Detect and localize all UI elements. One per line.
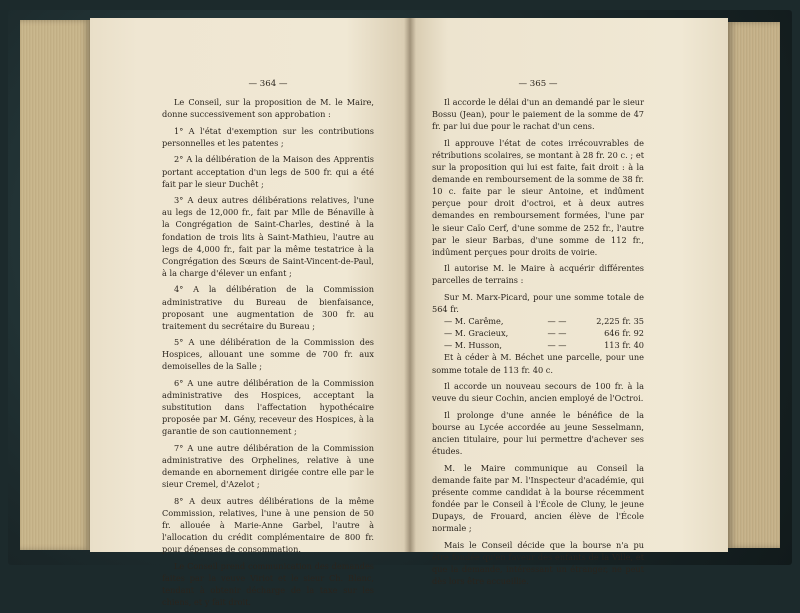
list-item-dash: — — bbox=[547, 316, 567, 327]
paragraph: 3° A deux autres délibérations relatives, l'une au legs de 12,000 fr., fait par Mlle de Bénaville à la Congrégation de Saint-Charles, destiné à la fondation de trois lits à Saint-Mathieu, l'autre au legs de 4,000 fr., fait par la même testatrice à la Congrégation des Sœurs de Saint-Vincent-de-Paul, à la charge d'élever un enfant ; bbox=[162, 195, 374, 278]
open-book bbox=[20, 14, 780, 608]
list-item bbox=[432, 315, 644, 327]
list-item bbox=[432, 327, 644, 339]
left-page-number: — 364 — bbox=[248, 79, 288, 89]
right-page-text bbox=[432, 78, 644, 592]
paragraph: 8° A deux autres délibérations de la même Commission, relatives, l'une à une pension de 50 fr. allouée à Marie-Anne Garbel, l'autre à l'allocation du crédit complémentaire de 800 fr. pour dépenses de consommation. bbox=[162, 495, 374, 555]
right-page bbox=[410, 18, 728, 587]
paragraph: 4° A la délibération de la Commission administrative du Bureau de bienfaisance, proposant une augmentation de 300 fr. au traitement du secrétaire du Bureau ; bbox=[162, 284, 374, 331]
list-item-name: — M. Husson, bbox=[444, 340, 503, 351]
list-item-dash: — — bbox=[547, 340, 567, 351]
paragraph: 7° A une autre délibération de la Commission administrative des Orphelines, relative à une demande en abornement dirigée contre elle par le sieur Cremel, d'Azelot ; bbox=[162, 443, 374, 490]
right-page-number: — 365 — bbox=[518, 79, 558, 89]
paragraph: 6° A une autre délibération de la Commission administrative des Hospices, acceptant la substitution dans l'affectation hypothécaire proposée par M. Gény, receveur des Hospices, à la garantie de son cautionnement ; bbox=[162, 378, 374, 437]
paragraph: Le Conseil, sur la proposition de M. le Maire, donne successivement son approbation : bbox=[162, 97, 374, 120]
list-item-name: — M. Gracieux, bbox=[444, 328, 509, 339]
page-edges-left bbox=[20, 20, 90, 550]
paragraph: Il autorise M. le Maire à acquérir différentes parcelles de terrains : bbox=[432, 263, 644, 286]
paragraph: 1° A l'état d'exemption sur les contributions personnelles et les patentes ; bbox=[162, 125, 374, 148]
list-item bbox=[432, 339, 644, 351]
left-page bbox=[90, 18, 410, 608]
book-gutter bbox=[404, 18, 416, 552]
paragraph: 2° A la délibération de la Maison des Apprentis portant acceptation d'un legs de 500 fr. qui a été fait par le sieur Duchêt ; bbox=[162, 154, 374, 189]
list-item-dash: — — bbox=[547, 328, 567, 339]
list-intro: Sur M. Marx-Picard, pour une somme totale de 564 fr. bbox=[432, 292, 644, 315]
list-item-name: — M. Carême, bbox=[444, 316, 504, 327]
paragraph: Il prolonge d'une année le bénéfice de la bourse au Lycée accordée au jeune Sesselmann, ancien titulaire, pour lui permettre d'achever ses études. bbox=[432, 409, 644, 457]
paragraph: Mais le Conseil décide que la bourse n'a pu être fondée qu'en faveur des enfants de la Ville, et que la demande, intéressant un étranger, ne peut dès lors être accueillie. bbox=[432, 539, 644, 587]
paragraph: Il approuve l'état de cotes irrécouvrables de rétributions scolaires, se montant à 28 fr. 20 c. ; et sur la proposition qui lui est faite, fait droit : à la demande en remboursement de la somme de 38 fr. 10 c. faite par le sieur Antoine, et indûment perçue pour droit d'octroi, et à deux autres demandes en remboursement formées, l'une par le sieur Caïo Cerf, d'une somme de 252 fr., l'autre par le sieur Barbas, d'une somme de 112 fr., indûment perçues pour droits de voirie. bbox=[432, 137, 644, 257]
paragraph: Il accorde un nouveau secours de 100 fr. à la veuve du sieur Cochin, ancien employé de l'Octroi. bbox=[432, 381, 644, 404]
list-item-amount: 2,225 fr. 35 bbox=[596, 316, 644, 327]
list-item-amount: 646 fr. 92 bbox=[604, 328, 644, 339]
paragraph: Le Conseil prend communication des demandes faites par la veuve Viriot et le sieur Ch. Blanc, tendant à obtenir décharge de la taxe sur les chiens, et y fait droit. bbox=[162, 560, 374, 608]
page-edges-right bbox=[728, 22, 780, 548]
paragraph: 5° A une délibération de la Commission des Hospices, allouant une somme de 700 fr. aux demoiselles de la Salle ; bbox=[162, 337, 374, 372]
paragraph: Il accorde le délai d'un an demandé par le sieur Bossu (Jean), pour le paiement de la somme de 47 fr. par lui due pour le rachat d'un cens. bbox=[432, 97, 644, 132]
list-item-amount: 113 fr. 40 bbox=[604, 340, 644, 351]
paragraph: M. le Maire communique au Conseil la demande faite par M. l'Inspecteur d'académie, qui présente comme candidat à la bourse récemment fondée par le Conseil à l'École de Cluny, le jeune Dupays, de Frouard, ancien élève de l'École normale ; bbox=[432, 462, 644, 534]
left-page-text bbox=[162, 78, 374, 613]
paragraph: Et à céder à M. Béchet une parcelle, pour une somme totale de 113 fr. 40 c. bbox=[432, 352, 644, 375]
